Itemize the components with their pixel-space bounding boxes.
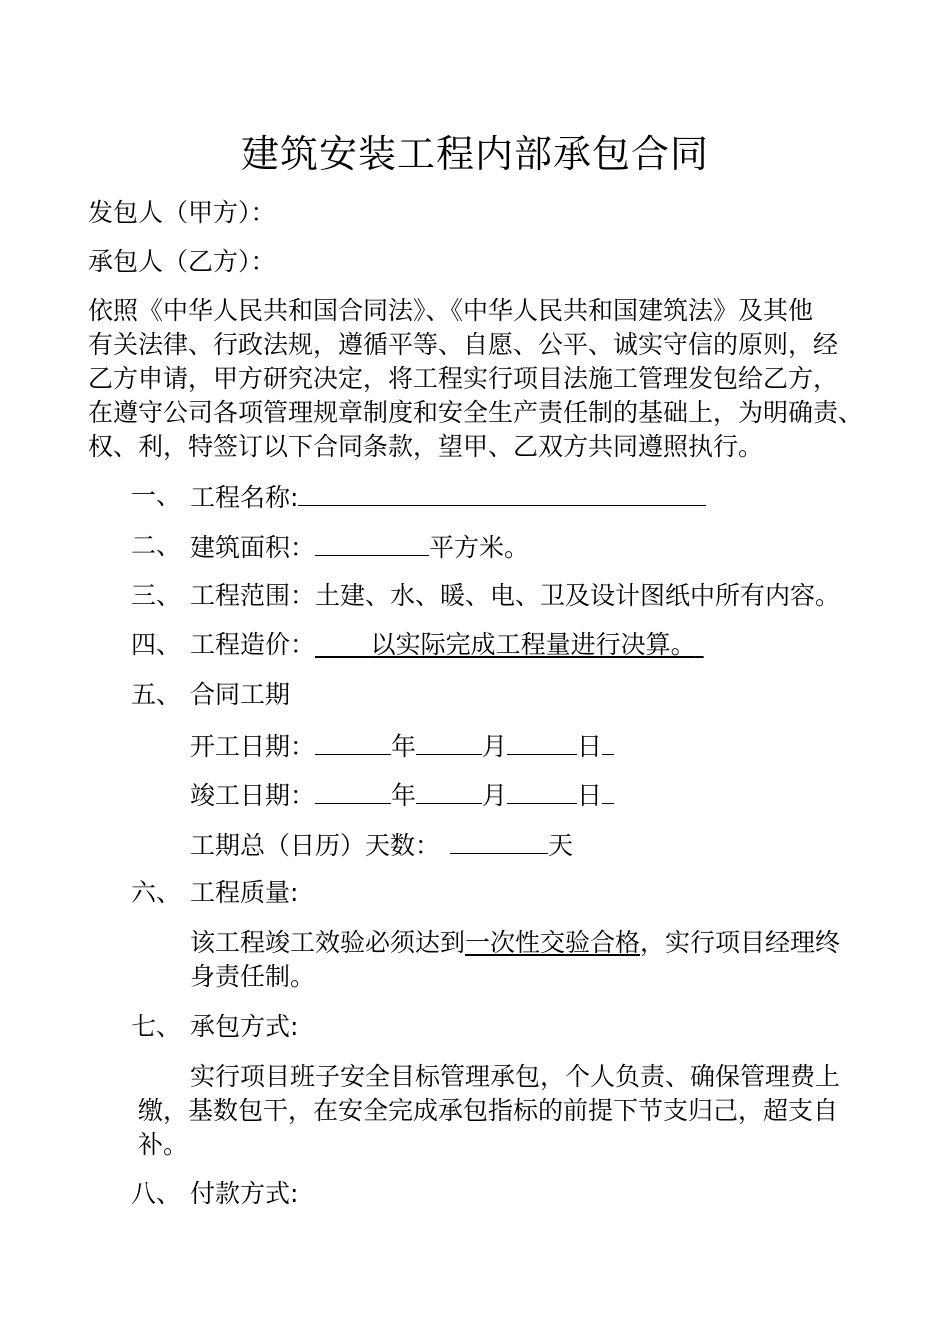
total-days-unit: 天 xyxy=(548,831,574,860)
intro-line: 乙方申请，甲方研究决定，将工程实行项目法施工管理发包给乙方， xyxy=(88,364,839,393)
building-area-unit: 平方米。 xyxy=(429,533,530,562)
project-name-blank xyxy=(298,479,706,506)
start-date-label: 开工日期： xyxy=(190,732,316,761)
section-8-label: 付款方式: xyxy=(190,1179,299,1208)
intro-line: 在遵守公司各项管理规章制度和安全生产责任制的基础上，为明确责、 xyxy=(88,398,864,427)
quality-text-line: 身责任制。 xyxy=(190,962,316,991)
month-text: 月 xyxy=(482,732,508,761)
start-trailing-blank xyxy=(602,728,614,755)
intro-line: 依照《中华人民共和国合同法》、《中华人民共和国建筑法》及其他 xyxy=(88,296,814,325)
section-4-project-cost xyxy=(190,628,704,662)
building-area-blank xyxy=(315,529,429,556)
day-text: 日 xyxy=(577,732,603,761)
year-text: 年 xyxy=(391,732,417,761)
section-5-label: 合同工期 xyxy=(190,680,291,709)
quality-standard: 一次性交验合格 xyxy=(465,928,641,957)
quality-text-line: 该工程竣工效验必须达到一次性交验合格，实行项目经理终 xyxy=(190,928,841,957)
party-a-label: 发包人（甲方）： xyxy=(88,198,276,227)
start-month-blank xyxy=(416,728,482,755)
section-6-number: 六、 xyxy=(131,878,182,907)
section-8-number: 八、 xyxy=(131,1179,182,1208)
total-days-row xyxy=(190,827,573,863)
total-days-blank xyxy=(450,827,548,854)
section-1-project-name xyxy=(190,479,706,515)
section-4-number: 四、 xyxy=(131,630,182,659)
section-1-number: 一、 xyxy=(131,481,182,510)
contract-method-line: 缴，基数包干，在安全完成承包指标的前提下节支归己，超支自 xyxy=(138,1096,839,1125)
section-6-label: 工程质量: xyxy=(190,878,299,907)
project-cost-label: 工程造价： xyxy=(190,630,316,659)
section-7-number: 七、 xyxy=(131,1012,182,1041)
section-7-label: 承包方式: xyxy=(190,1012,299,1041)
section-5-number: 五、 xyxy=(131,680,182,709)
page-title: 建筑安装工程内部承包合同 xyxy=(240,132,709,176)
section-2-number: 二、 xyxy=(131,531,182,560)
section-2-building-area xyxy=(190,529,529,565)
section-3-project-scope: 工程范围：土建、水、暖、电、卫及设计图纸中所有内容。 xyxy=(190,581,841,610)
total-days-label: 工期总（日历）天数： xyxy=(190,831,441,860)
project-name-label: 工程名称: xyxy=(190,483,299,512)
contract-method-line: 补。 xyxy=(138,1130,189,1159)
intro-line: 权、利，特签订以下合同条款，望甲、乙双方共同遵照执行。 xyxy=(88,432,764,461)
end-trailing-blank xyxy=(602,777,614,804)
contract-method-line: 实行项目班子安全目标管理承包，个人负责、确保管理费上 xyxy=(190,1062,841,1091)
party-b-label: 承包人（乙方）： xyxy=(88,247,276,276)
start-date-row xyxy=(190,728,614,764)
end-date-label: 竣工日期： xyxy=(190,781,316,810)
intro-line: 有关法律、行政法规，遵循平等、自愿、公平、诚实守信的原则，经 xyxy=(88,330,839,359)
month-text: 月 xyxy=(482,781,508,810)
section-3-number: 三、 xyxy=(131,581,182,610)
day-text: 日 xyxy=(577,781,603,810)
end-day-blank xyxy=(507,777,577,804)
start-day-blank xyxy=(507,728,577,755)
start-year-blank xyxy=(315,728,391,755)
building-area-label: 建筑面积： xyxy=(190,533,316,562)
year-text: 年 xyxy=(391,781,417,810)
end-date-row xyxy=(190,777,614,813)
end-year-blank xyxy=(315,777,391,804)
end-month-blank xyxy=(416,777,482,804)
project-cost-value: 以实际完成工程量进行决算。 xyxy=(370,630,696,659)
